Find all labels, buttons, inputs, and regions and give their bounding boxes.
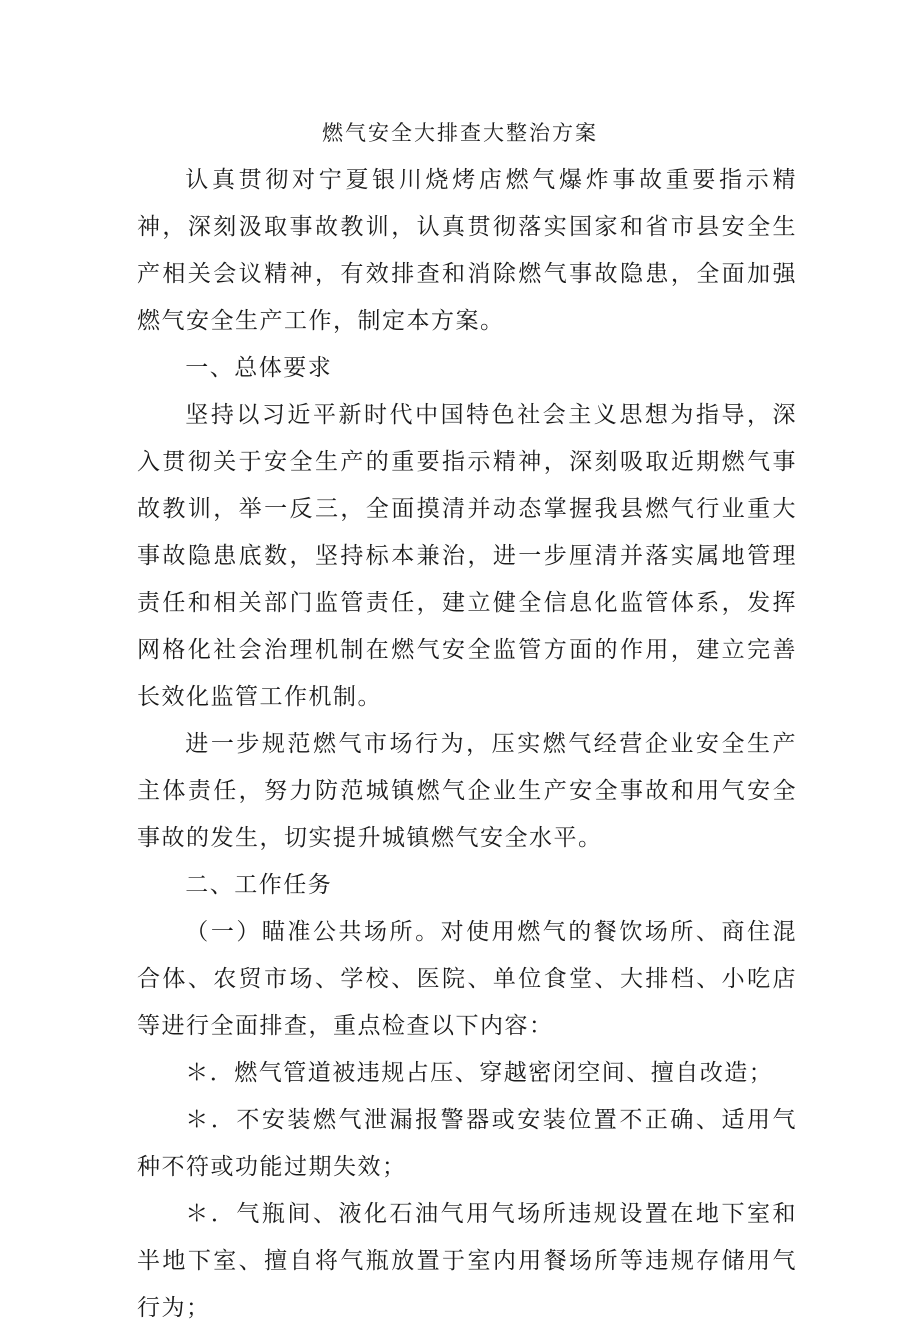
bullet-item-cylinder-storage: ＊．气瓶间、液化石油气用气场所违规设置在地下室和半地下室、擅自将气瓶放置于室内用餐场所等违规存储用气行为；	[137, 1201, 797, 1321]
bullet-item-leak-alarm: ＊．不安装燃气泄漏报警器或安装位置不正确、适用气种不符或功能过期失效；	[137, 1107, 797, 1180]
bullet-item-pipeline: ＊．燃气管道被违规占压、穿越密闭空间、擅自改造；	[185, 1060, 774, 1086]
section-heading-work-tasks: 二、工作任务	[185, 872, 333, 898]
section-heading-general-requirements: 一、总体要求	[185, 355, 333, 381]
intro-paragraph: 认真贯彻对宁夏银川烧烤店燃气爆炸事故重要指示精神，深刻汲取事故教训，认真贯彻落实国家和省市县安全生产相关会议精神，有效排查和消除燃气事故隐患，全面加强燃气安全生产工作，制定本方案。	[137, 167, 797, 334]
document-title: 燃气安全大排查大整治方案	[322, 121, 598, 145]
paragraph-public-places: （一）瞄准公共场所。对使用燃气的餐饮场所、商住混合体、农贸市场、学校、医院、单位食堂、大排档、小吃店等进行全面排查，重点检查以下内容：	[137, 919, 797, 1039]
document-body	[137, 157, 797, 1332]
paragraph-market-regulation: 进一步规范燃气市场行为，压实燃气经营企业安全生产主体责任，努力防范城镇燃气企业生产安全事故和用气安全事故的发生，切实提升城镇燃气安全水平。	[137, 731, 797, 851]
paragraph-guiding-principle: 坚持以习近平新时代中国特色社会主义思想为指导，深入贯彻关于安全生产的重要指示精神，深刻吸取近期燃气事故教训，举一反三，全面摸清并动态掌握我县燃气行业重大事故隐患底数，坚持标本兼治，进一步厘清并落实属地管理责任和相关部门监管责任，建立健全信息化监管体系，发挥网格化社会治理机制在燃气安全监管方面的作用，建立完善长效化监管工作机制。	[137, 402, 797, 710]
